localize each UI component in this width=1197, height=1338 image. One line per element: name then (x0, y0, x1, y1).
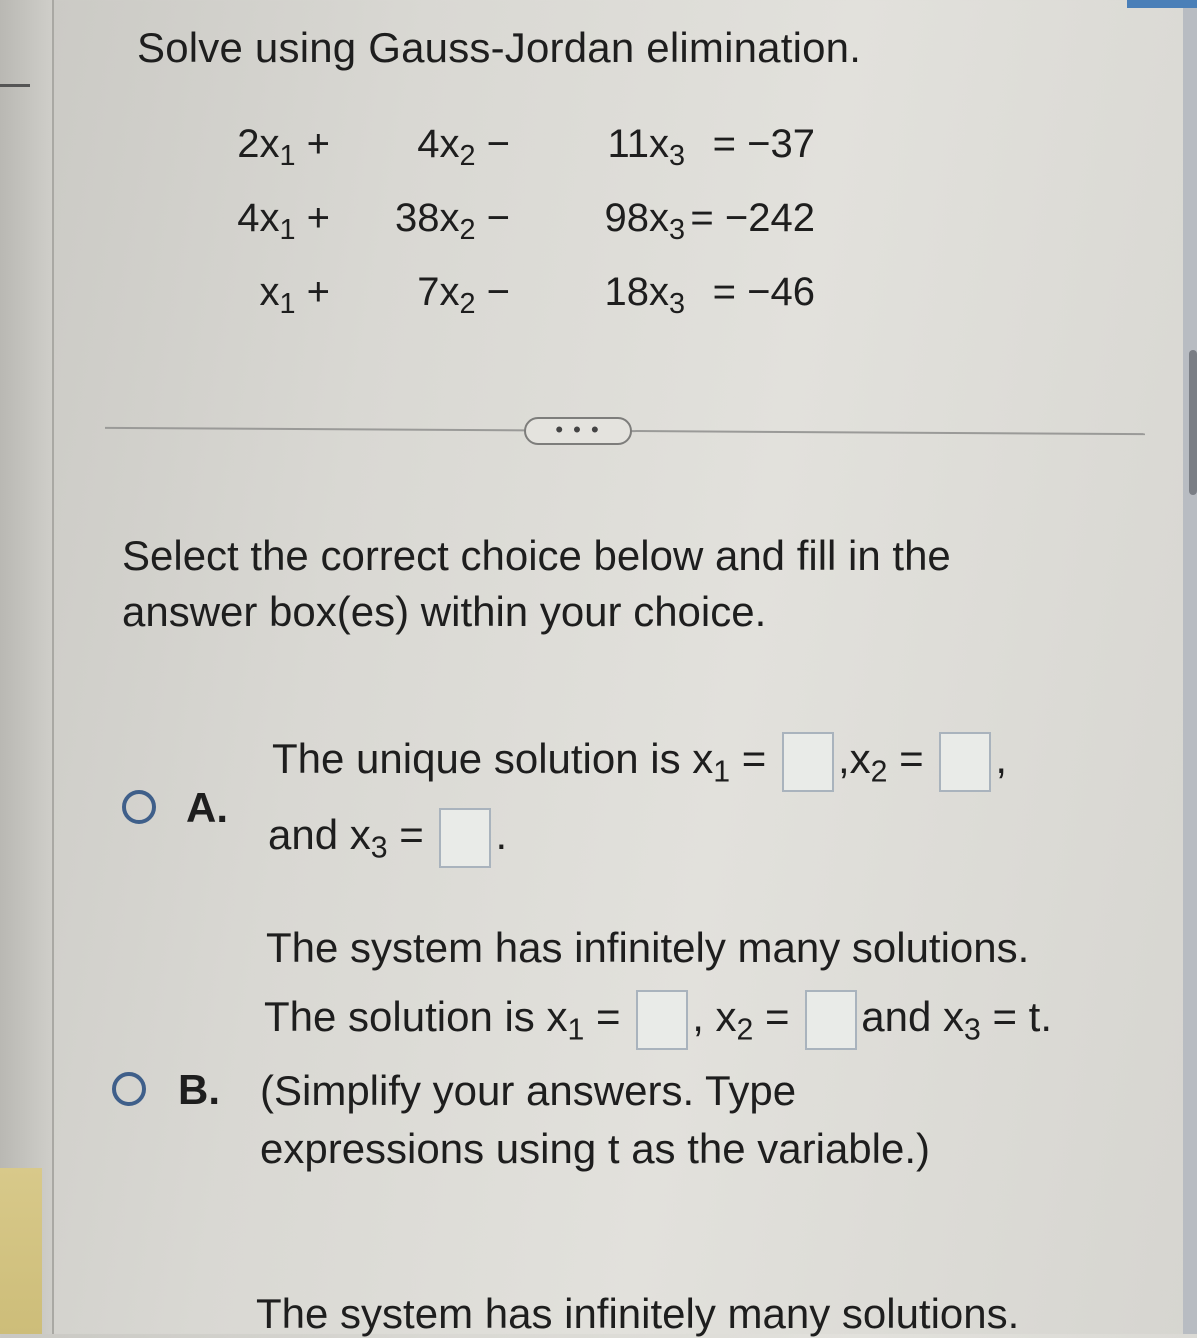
option-c-line1: The system has infinitely many solutions. (256, 1290, 1020, 1337)
option-b-line1: The system has infinitely many solutions. (266, 924, 1030, 971)
instruction-text: Select the correct choice below and fill in the answer box(es) within your choice. (122, 532, 951, 635)
option-a-letter: A. (186, 784, 228, 831)
answer-box-a-x2[interactable] (939, 732, 991, 792)
option-b-radio[interactable] (112, 1072, 146, 1106)
option-b-line2: The solution is $x_1$ = , $x_2$ = and $x_3 = t$. (264, 990, 1052, 1050)
question-title: Solve using Gauss-Jordan elimination. (137, 24, 862, 71)
option-b-letter: B. (178, 1066, 220, 1113)
answer-box-b-x2[interactable] (805, 990, 857, 1050)
option-a-radio[interactable] (122, 790, 156, 824)
answer-box-a-x1[interactable] (782, 732, 834, 792)
yellow-patch (0, 1168, 42, 1334)
right-edge (1183, 0, 1197, 1334)
top-accent-bar (1127, 0, 1197, 8)
option-b-note: (Simplify your answers. Type expressions using t as the variable.) (260, 1067, 931, 1172)
left-tick (0, 84, 30, 87)
answer-box-b-x1[interactable] (636, 990, 688, 1050)
option-a-line1: The unique solution is $x_1 = ,x_2$ = , (272, 732, 1007, 792)
answer-box-a-x3[interactable] (439, 808, 491, 868)
option-a-line2: and $x_3$ = . (268, 808, 507, 868)
left-margin (0, 0, 54, 1334)
more-options-button[interactable]: • • • (524, 417, 632, 445)
scrollbar-thumb[interactable] (1189, 350, 1197, 495)
